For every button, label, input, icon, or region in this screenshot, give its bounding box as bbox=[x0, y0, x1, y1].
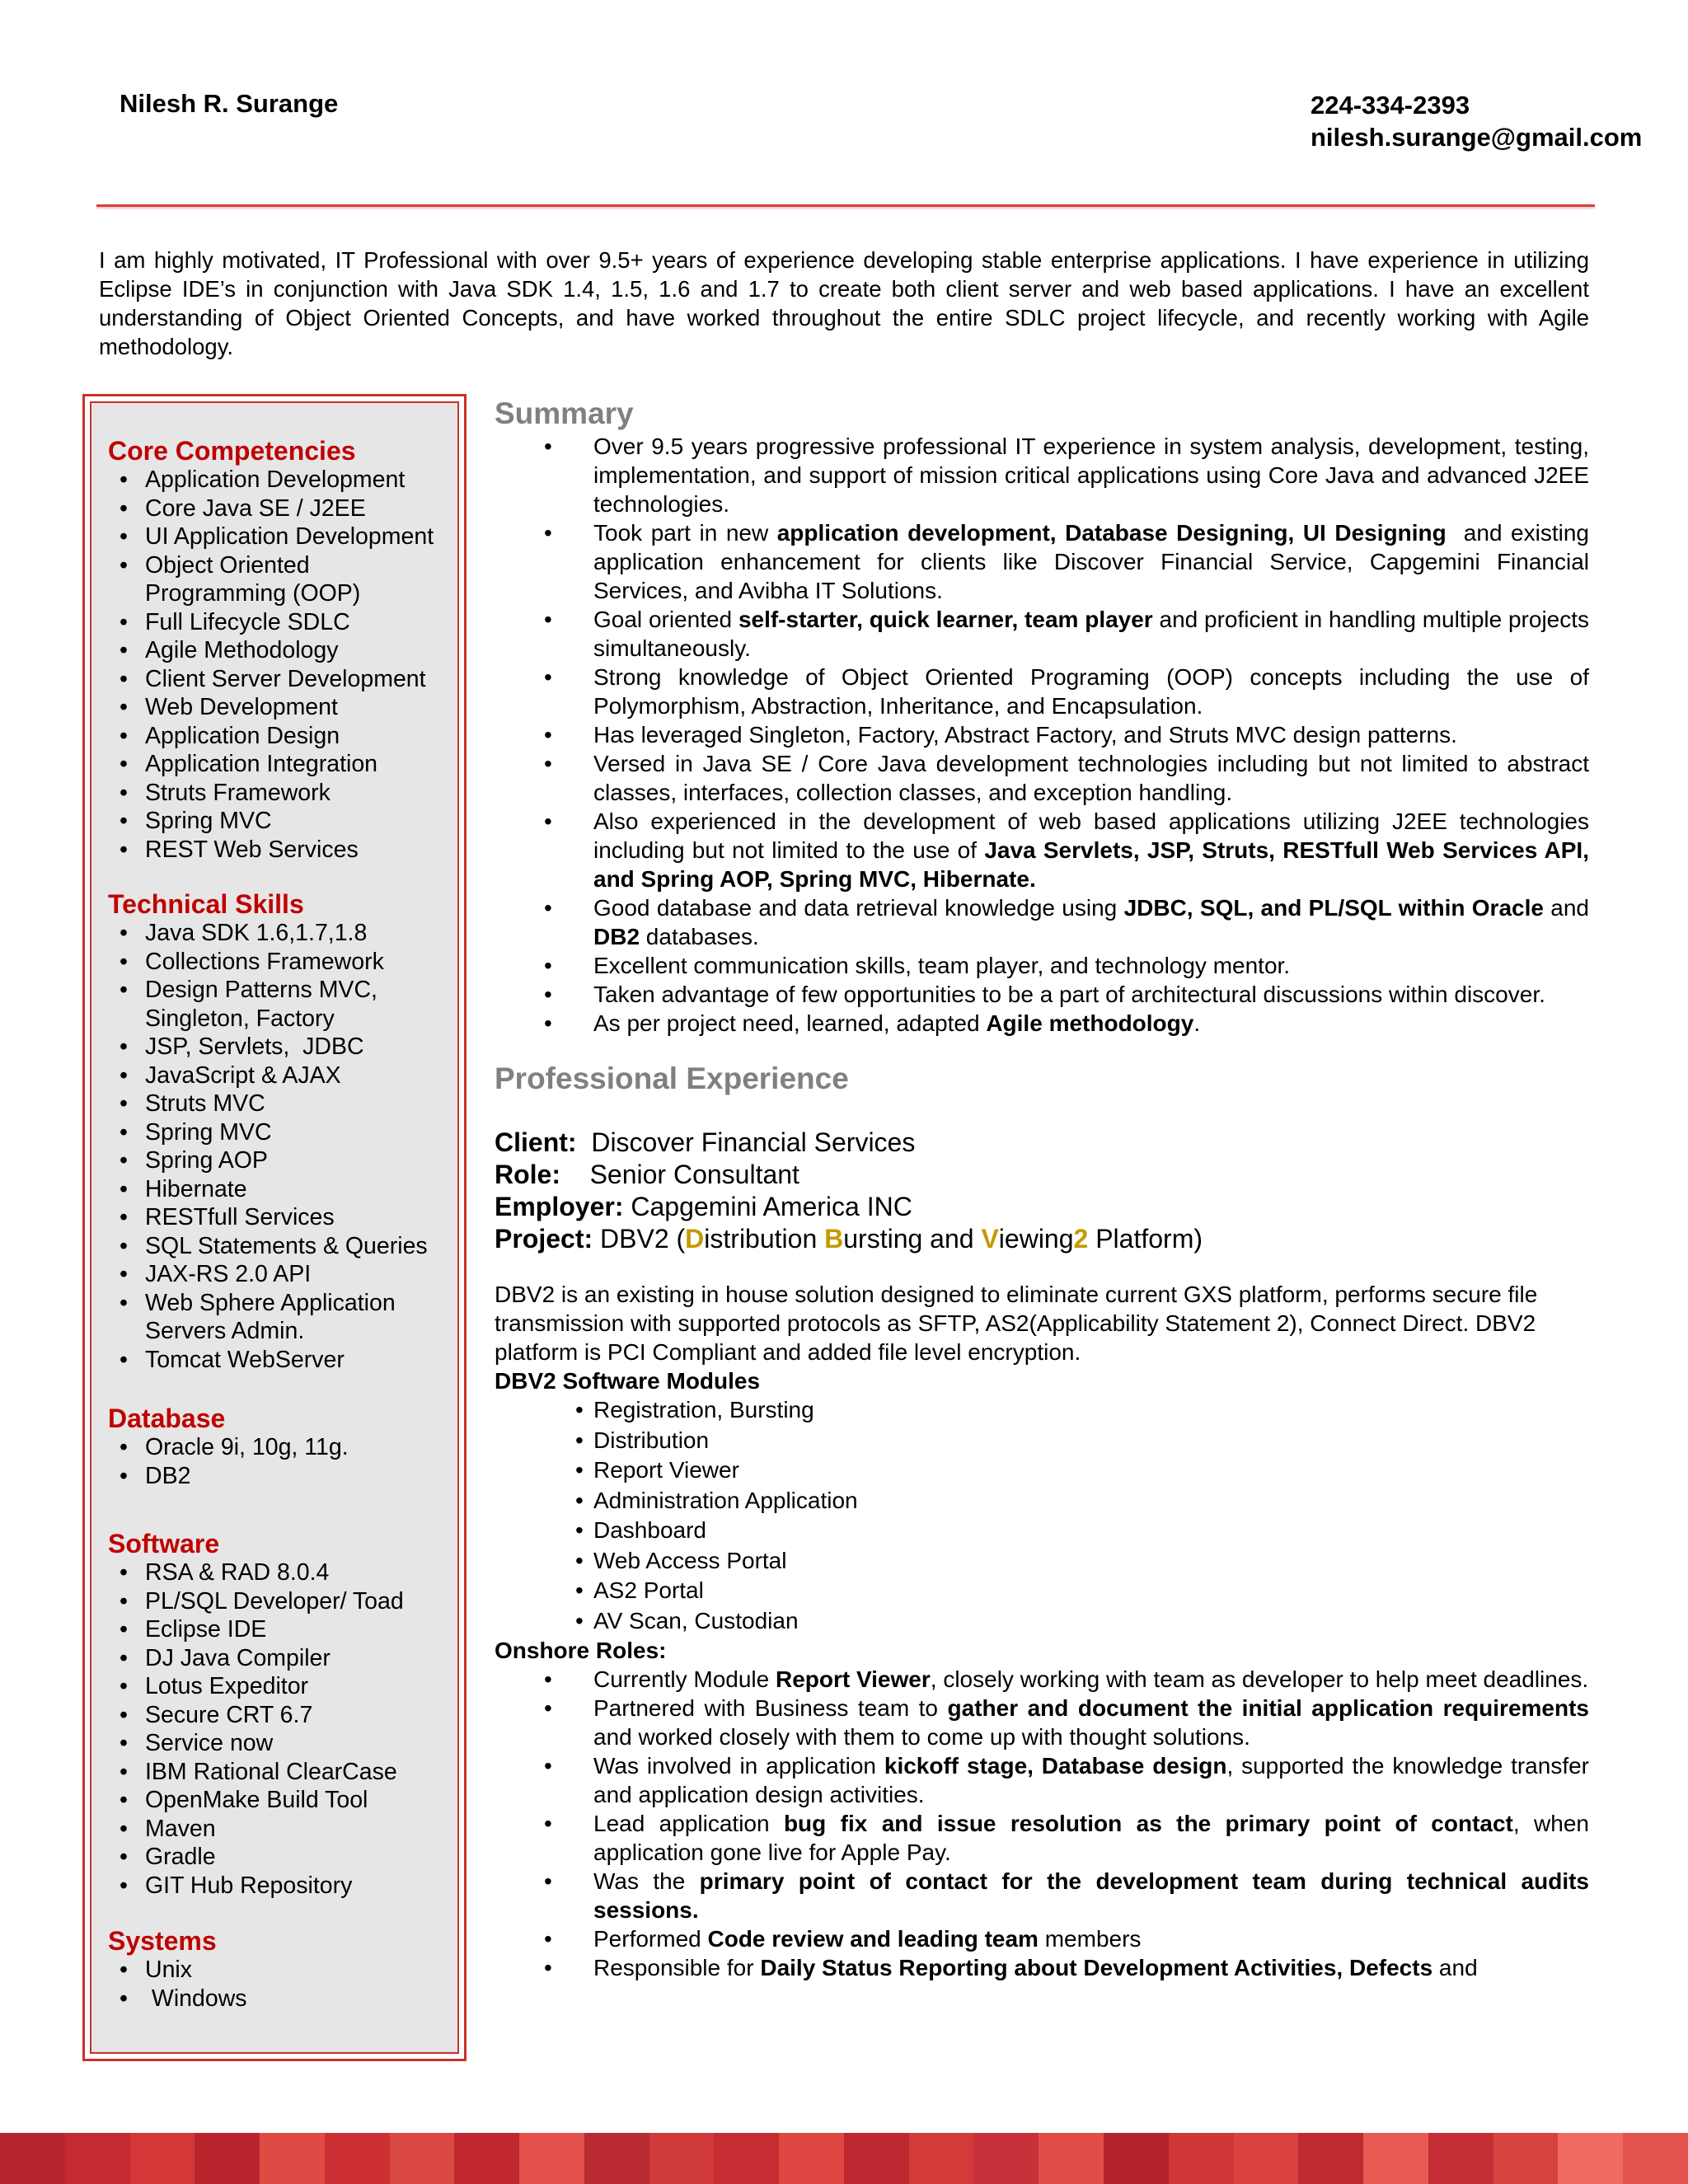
technical-skills-title: Technical Skills bbox=[108, 889, 304, 919]
skill-text: Service now bbox=[145, 1730, 274, 1756]
skill-text: PL/SQL Developer/ Toad bbox=[145, 1587, 404, 1615]
skill-item bbox=[108, 466, 454, 494]
bullet-icon: • bbox=[120, 1730, 128, 1756]
bullet-icon: • bbox=[120, 1815, 128, 1842]
module-item: • Report Viewer bbox=[495, 1455, 1589, 1486]
skill-text: Eclipse IDE bbox=[145, 1616, 267, 1643]
bullet-icon: • bbox=[544, 1666, 552, 1692]
systems-title: Systems bbox=[108, 1926, 217, 1956]
footer-swatch bbox=[1039, 2133, 1104, 2184]
bullet-icon: • bbox=[120, 637, 128, 663]
footer-swatch bbox=[844, 2133, 909, 2184]
skill-text: Tomcat WebServer bbox=[145, 1346, 345, 1373]
bullet-icon: • bbox=[120, 836, 128, 863]
bullet-icon: • bbox=[120, 1673, 128, 1699]
skill-item bbox=[108, 807, 454, 836]
skill-item bbox=[108, 1558, 454, 1587]
job-details bbox=[495, 1127, 1589, 1255]
core-competencies-section bbox=[108, 436, 454, 864]
skill-text: Web Development bbox=[145, 694, 338, 720]
database-list bbox=[108, 1433, 454, 1490]
footer-swatch bbox=[325, 2133, 390, 2184]
footer-swatch bbox=[1493, 2133, 1559, 2184]
bullet-icon: • bbox=[120, 1559, 128, 1586]
skill-item bbox=[108, 693, 454, 722]
skill-item bbox=[108, 1146, 454, 1175]
summary-item: • Excellent communication skills, team player, and technology mentor. bbox=[544, 953, 1291, 978]
bullet-icon: • bbox=[575, 1427, 584, 1453]
project-description: DBV2 is an existing in house solution designed to eliminate current GXS platform, performs secure file transmission with supported protocols as SFTP, AS2(Applicability Statement 2), Connect Direct. DBV2 platform is PCI Compliant and added file level encryption. bbox=[495, 1282, 1538, 1365]
bullet-icon: • bbox=[120, 1701, 128, 1728]
skill-item bbox=[108, 1062, 454, 1090]
footer-swatch bbox=[1234, 2133, 1299, 2184]
skill-item bbox=[108, 1786, 454, 1815]
email-address: nilesh.surange@gmail.com bbox=[1311, 123, 1643, 152]
role-item: • Was involved in application kickoff stage, Database design, supported the knowledge transfer and application design activities. bbox=[544, 1753, 1596, 1807]
summary-item: • Good database and data retrieval knowledge using JDBC, SQL, and PL/SQL within Oracle and DB2 databases. bbox=[544, 895, 1596, 949]
skill-item bbox=[108, 1232, 454, 1261]
skill-text: Spring MVC bbox=[145, 1118, 272, 1146]
bullet-icon: • bbox=[120, 1434, 128, 1460]
bullet-icon: • bbox=[575, 1487, 584, 1513]
footer-swatch bbox=[714, 2133, 779, 2184]
footer-swatch bbox=[195, 2133, 260, 2184]
candidate-name: Nilesh R. Surange bbox=[120, 89, 339, 118]
bullet-icon: • bbox=[544, 895, 552, 921]
footer-swatch bbox=[519, 2133, 584, 2184]
summary-title: Summary bbox=[495, 396, 634, 430]
summary-item: • Strong knowledge of Object Oriented Programing (OOP) concepts including the use of Polymorphism, Abstraction, Inheritance, and Encapsulation. bbox=[544, 664, 1596, 719]
skill-item bbox=[108, 1615, 454, 1644]
summary-item: • Taken advantage of few opportunities to be a part of architectural discussions within discover. bbox=[544, 982, 1545, 1007]
skill-item bbox=[108, 1346, 454, 1375]
software-section bbox=[108, 1529, 454, 1900]
skill-text: Lotus Expeditor bbox=[145, 1673, 309, 1699]
bullet-icon: • bbox=[120, 920, 128, 946]
core-competencies-list bbox=[108, 466, 454, 864]
bullet-icon: • bbox=[120, 1175, 128, 1202]
role-item: • Responsible for Daily Status Reporting about Development Activities, Defects and bbox=[544, 1955, 1478, 1980]
sidebar-panel bbox=[90, 401, 459, 2054]
module-item: • Distribution bbox=[495, 1426, 1589, 1456]
bullet-icon: • bbox=[120, 608, 128, 635]
module-item: • Web Access Portal bbox=[495, 1546, 1589, 1577]
bullet-icon: • bbox=[544, 1010, 552, 1036]
skill-text: Hibernate bbox=[145, 1175, 247, 1202]
skill-text: Struts MVC bbox=[145, 1090, 265, 1117]
skill-text: IBM Rational ClearCase bbox=[145, 1758, 397, 1785]
module-item: • Dashboard bbox=[495, 1516, 1589, 1546]
summary-item: • Also experienced in the development of web based applications utilizing J2EE technologies including but not limited to the use of Java Servlets, JSP, Struts, RESTfull Web Services API, and Spring AOP, Spring MVC, Hibernate. bbox=[544, 808, 1596, 892]
skill-text: Design Patterns MVC, Singleton, Factory bbox=[145, 977, 384, 1032]
header-divider bbox=[96, 204, 1595, 207]
bullet-icon: • bbox=[120, 1062, 128, 1089]
footer-swatch bbox=[1623, 2133, 1688, 2184]
bullet-icon: • bbox=[120, 665, 128, 692]
footer-swatch bbox=[1169, 2133, 1234, 2184]
skill-item bbox=[108, 494, 454, 523]
bullet-icon: • bbox=[544, 1955, 552, 1980]
skill-item bbox=[108, 665, 454, 694]
skill-text: JSP, Servlets, JDBC bbox=[145, 1033, 364, 1060]
project-line: Project: DBV2 (Distribution Bursting and Viewing2 Platform) bbox=[495, 1224, 1203, 1254]
skill-text: Client Server Development bbox=[145, 665, 426, 692]
technical-skills-section bbox=[108, 889, 454, 1374]
summary-item: • Versed in Java SE / Core Java development technologies including but not limited to abstract classes, interfaces, collection classes, and exception handling. bbox=[544, 751, 1596, 805]
bullet-icon: • bbox=[120, 523, 128, 550]
footer-swatch bbox=[1104, 2133, 1169, 2184]
skill-item bbox=[108, 608, 454, 637]
bullet-icon: • bbox=[544, 953, 552, 978]
bullet-icon: • bbox=[120, 1204, 128, 1230]
footer-swatch bbox=[65, 2133, 130, 2184]
footer-swatch bbox=[584, 2133, 649, 2184]
module-item: • Registration, Bursting bbox=[495, 1395, 1589, 1426]
skill-text: DB2 bbox=[145, 1462, 191, 1489]
summary-item: • Over 9.5 years progressive professional IT experience in system analysis, development, testing, implementation, and support of mission critical applications using Core Java and advanced J2EE technologies. bbox=[544, 434, 1596, 517]
technical-skills-list bbox=[108, 919, 454, 1374]
bullet-icon: • bbox=[120, 1289, 128, 1316]
bullet-icon: • bbox=[120, 1985, 128, 2012]
bullet-icon: • bbox=[120, 1346, 128, 1373]
skill-text: DJ Java Compiler bbox=[145, 1644, 331, 1671]
module-item: • Administration Application bbox=[495, 1486, 1589, 1516]
modules-list bbox=[495, 1395, 1589, 1636]
footer-color-band bbox=[0, 2133, 1688, 2184]
skill-text: Unix bbox=[145, 1957, 193, 1983]
contact-info bbox=[1311, 89, 1642, 153]
software-title: Software bbox=[108, 1529, 220, 1558]
skill-text: JAX-RS 2.0 API bbox=[145, 1261, 312, 1287]
skill-text: Windows bbox=[145, 1985, 247, 2012]
bullet-icon: • bbox=[575, 1517, 584, 1543]
skill-item bbox=[108, 1587, 454, 1616]
bullet-icon: • bbox=[120, 808, 128, 834]
skill-item bbox=[108, 523, 454, 551]
phone-number: 224-334-2393 bbox=[1311, 91, 1470, 120]
experience-title: Professional Experience bbox=[495, 1062, 849, 1095]
bullet-icon: • bbox=[120, 1261, 128, 1287]
database-section bbox=[108, 1404, 454, 1490]
footer-swatch bbox=[1298, 2133, 1363, 2184]
skill-item bbox=[108, 1729, 454, 1758]
bullet-icon: • bbox=[544, 664, 552, 690]
skill-item bbox=[108, 1672, 454, 1701]
bullet-icon: • bbox=[544, 520, 552, 546]
client-line: Client: Discover Financial Services bbox=[495, 1127, 916, 1157]
role-item: • Lead application bug fix and issue resolution as the primary point of contact, when application gone live for Apple Pay. bbox=[544, 1811, 1596, 1865]
bullet-icon: • bbox=[120, 722, 128, 749]
summary-item: • Took part in new application development, Database Designing, UI Designing and existing application enhancement for clients like Discover Financial Service, Capgemini Financial Services, and Avibha IT Solutions. bbox=[544, 520, 1596, 603]
skill-item bbox=[108, 1260, 454, 1289]
footer-swatch bbox=[1428, 2133, 1493, 2184]
skill-text: Agile Methodology bbox=[145, 637, 339, 663]
bullet-icon: • bbox=[544, 434, 552, 459]
skill-item bbox=[108, 750, 454, 779]
skill-item bbox=[108, 1203, 454, 1232]
skill-item bbox=[108, 1872, 454, 1900]
skill-text: Gradle bbox=[145, 1844, 216, 1870]
skill-item bbox=[108, 1644, 454, 1673]
skill-text: Full Lifecycle SDLC bbox=[145, 608, 350, 635]
bullet-icon: • bbox=[575, 1397, 584, 1422]
footer-swatch bbox=[130, 2133, 195, 2184]
bullet-icon: • bbox=[544, 1811, 552, 1836]
skill-text: Web Sphere Application Servers Admin. bbox=[145, 1289, 402, 1344]
bullet-icon: • bbox=[544, 1753, 552, 1779]
bullet-icon: • bbox=[120, 1147, 128, 1174]
footer-swatch bbox=[260, 2133, 325, 2184]
bullet-icon: • bbox=[120, 1587, 128, 1615]
skill-text: OpenMake Build Tool bbox=[145, 1787, 368, 1813]
role-item: • Partnered with Business team to gather and document the initial application requirements and worked closely with them to come up with thought solutions. bbox=[544, 1695, 1596, 1750]
bullet-icon: • bbox=[120, 1844, 128, 1870]
skill-item bbox=[108, 1701, 454, 1730]
intro-paragraph: I am highly motivated, IT Professional with over 9.5+ years of experience developing stable enterprise applications. I have experience in utilizing Eclipse IDE’s in conjunction with Java SDK 1.4, 1.5, 1.6 and 1.7 to create both client server and web based applications. I have an excellent understanding of Object Oriented Concepts, and have worked throughout the entire SDLC project lifecycle, and recently working with Agile methodology. bbox=[99, 247, 1589, 359]
skill-text: REST Web Services bbox=[145, 836, 359, 863]
footer-swatch bbox=[390, 2133, 455, 2184]
bullet-icon: • bbox=[120, 1787, 128, 1813]
skill-item bbox=[108, 1433, 454, 1462]
footer-swatch bbox=[0, 2133, 65, 2184]
role-item: • Performed Code review and leading team members bbox=[544, 1926, 1142, 1952]
skill-item bbox=[108, 551, 454, 608]
skill-item bbox=[108, 1118, 454, 1147]
skill-item bbox=[108, 1462, 454, 1491]
skill-text: Object Oriented Programming (OOP) bbox=[145, 551, 361, 607]
database-title: Database bbox=[108, 1404, 226, 1433]
footer-swatch bbox=[973, 2133, 1039, 2184]
bullet-icon: • bbox=[544, 1926, 552, 1952]
bullet-icon: • bbox=[544, 751, 552, 776]
skill-item bbox=[108, 722, 454, 751]
bullet-icon: • bbox=[120, 494, 128, 522]
skill-text: Core Java SE / J2EE bbox=[145, 494, 366, 522]
footer-swatch bbox=[1558, 2133, 1623, 2184]
bullet-icon: • bbox=[120, 1616, 128, 1643]
onshore-roles-title: Onshore Roles: bbox=[495, 1638, 667, 1663]
bullet-icon: • bbox=[120, 1232, 128, 1259]
skills-sidebar bbox=[82, 394, 467, 2061]
summary-list bbox=[495, 432, 1596, 1038]
bullet-icon: • bbox=[120, 1033, 128, 1060]
bullet-icon: • bbox=[544, 1695, 552, 1721]
bullet-icon: • bbox=[575, 1577, 584, 1603]
skill-text: RESTfull Services bbox=[145, 1204, 335, 1230]
skill-item bbox=[108, 836, 454, 865]
skill-text: Spring MVC bbox=[145, 808, 272, 834]
skill-text: Collections Framework bbox=[145, 948, 384, 975]
skill-text: Application Integration bbox=[145, 751, 378, 777]
modules-title: DBV2 Software Modules bbox=[495, 1368, 761, 1394]
bullet-icon: • bbox=[120, 1118, 128, 1146]
bullet-icon: • bbox=[575, 1457, 584, 1483]
skill-text: Secure CRT 6.7 bbox=[145, 1701, 313, 1728]
systems-section bbox=[108, 1926, 454, 2013]
module-item: • AV Scan, Custodian bbox=[495, 1606, 1589, 1637]
skill-text: Application Development bbox=[145, 466, 406, 493]
employer-line: Employer: Capgemini America INC bbox=[495, 1192, 912, 1221]
bullet-icon: • bbox=[120, 1462, 128, 1489]
skill-item bbox=[108, 779, 454, 808]
bullet-icon: • bbox=[544, 722, 552, 748]
bullet-icon: • bbox=[120, 1090, 128, 1117]
summary-item: • As per project need, learned, adapted Agile methodology. bbox=[544, 1010, 1201, 1036]
summary-item: • Goal oriented self-starter, quick learner, team player and proficient in handling multiple projects simultaneously. bbox=[544, 607, 1596, 661]
skill-text: GIT Hub Repository bbox=[145, 1872, 353, 1899]
skill-item bbox=[108, 919, 454, 948]
skill-item bbox=[108, 1815, 454, 1844]
bullet-icon: • bbox=[120, 1872, 128, 1899]
bullet-icon: • bbox=[575, 1547, 584, 1573]
skill-text: Application Design bbox=[145, 722, 340, 749]
skill-item bbox=[108, 1758, 454, 1787]
skill-text: JavaScript & AJAX bbox=[145, 1062, 341, 1089]
footer-swatch bbox=[1363, 2133, 1428, 2184]
footer-swatch bbox=[649, 2133, 715, 2184]
skill-item bbox=[108, 948, 454, 977]
bullet-icon: • bbox=[120, 1644, 128, 1671]
bullet-icon: • bbox=[120, 694, 128, 720]
footer-swatch bbox=[779, 2133, 844, 2184]
bullet-icon: • bbox=[120, 751, 128, 777]
skill-item bbox=[108, 976, 454, 1033]
skill-item bbox=[108, 1033, 454, 1062]
skill-text: Oracle 9i, 10g, 11g. bbox=[145, 1434, 349, 1460]
summary-item: • Has leveraged Singleton, Factory, Abstract Factory, and Struts MVC design patterns. bbox=[544, 722, 1457, 748]
skill-item bbox=[108, 1956, 454, 1985]
bullet-icon: • bbox=[544, 982, 552, 1007]
skill-item bbox=[108, 1289, 454, 1346]
bullet-icon: • bbox=[120, 466, 128, 493]
skill-item bbox=[108, 1985, 454, 2013]
bullet-icon: • bbox=[120, 977, 128, 1003]
bullet-icon: • bbox=[120, 1957, 128, 1983]
skill-text: SQL Statements & Queries bbox=[145, 1232, 428, 1259]
role-item: • Was the primary point of contact for the development team during technical audits sessions. bbox=[544, 1868, 1596, 1923]
skill-item bbox=[108, 1175, 454, 1204]
systems-list bbox=[108, 1956, 454, 2013]
footer-swatch bbox=[454, 2133, 519, 2184]
footer-swatch bbox=[909, 2133, 974, 2184]
skill-text: UI Application Development bbox=[145, 523, 434, 550]
skill-text: Maven bbox=[145, 1815, 216, 1842]
skill-item bbox=[108, 1090, 454, 1118]
bullet-icon: • bbox=[120, 1758, 128, 1785]
skill-text: RSA & RAD 8.0.4 bbox=[145, 1559, 330, 1586]
skill-item bbox=[108, 1843, 454, 1872]
skill-text: Java SDK 1.6,1.7,1.8 bbox=[145, 920, 368, 946]
bullet-icon: • bbox=[544, 808, 552, 834]
role-item: • Currently Module Report Viewer, closely working with team as developer to help meet deadlines. bbox=[544, 1666, 1589, 1692]
bullet-icon: • bbox=[120, 551, 128, 579]
bullet-icon: • bbox=[575, 1607, 584, 1633]
bullet-icon: • bbox=[120, 948, 128, 975]
bullet-icon: • bbox=[544, 607, 552, 632]
bullet-icon: • bbox=[544, 1868, 552, 1894]
module-item: • AS2 Portal bbox=[495, 1576, 1589, 1606]
core-competencies-title: Core Competencies bbox=[108, 436, 356, 466]
role-line: Role: Senior Consultant bbox=[495, 1160, 799, 1189]
onshore-roles-list bbox=[495, 1665, 1596, 1982]
skill-item bbox=[108, 636, 454, 665]
software-list bbox=[108, 1558, 454, 1900]
main-content bbox=[495, 396, 1596, 1982]
bullet-icon: • bbox=[120, 779, 128, 806]
skill-text: Struts Framework bbox=[145, 779, 331, 806]
skill-text: Spring AOP bbox=[145, 1147, 268, 1174]
